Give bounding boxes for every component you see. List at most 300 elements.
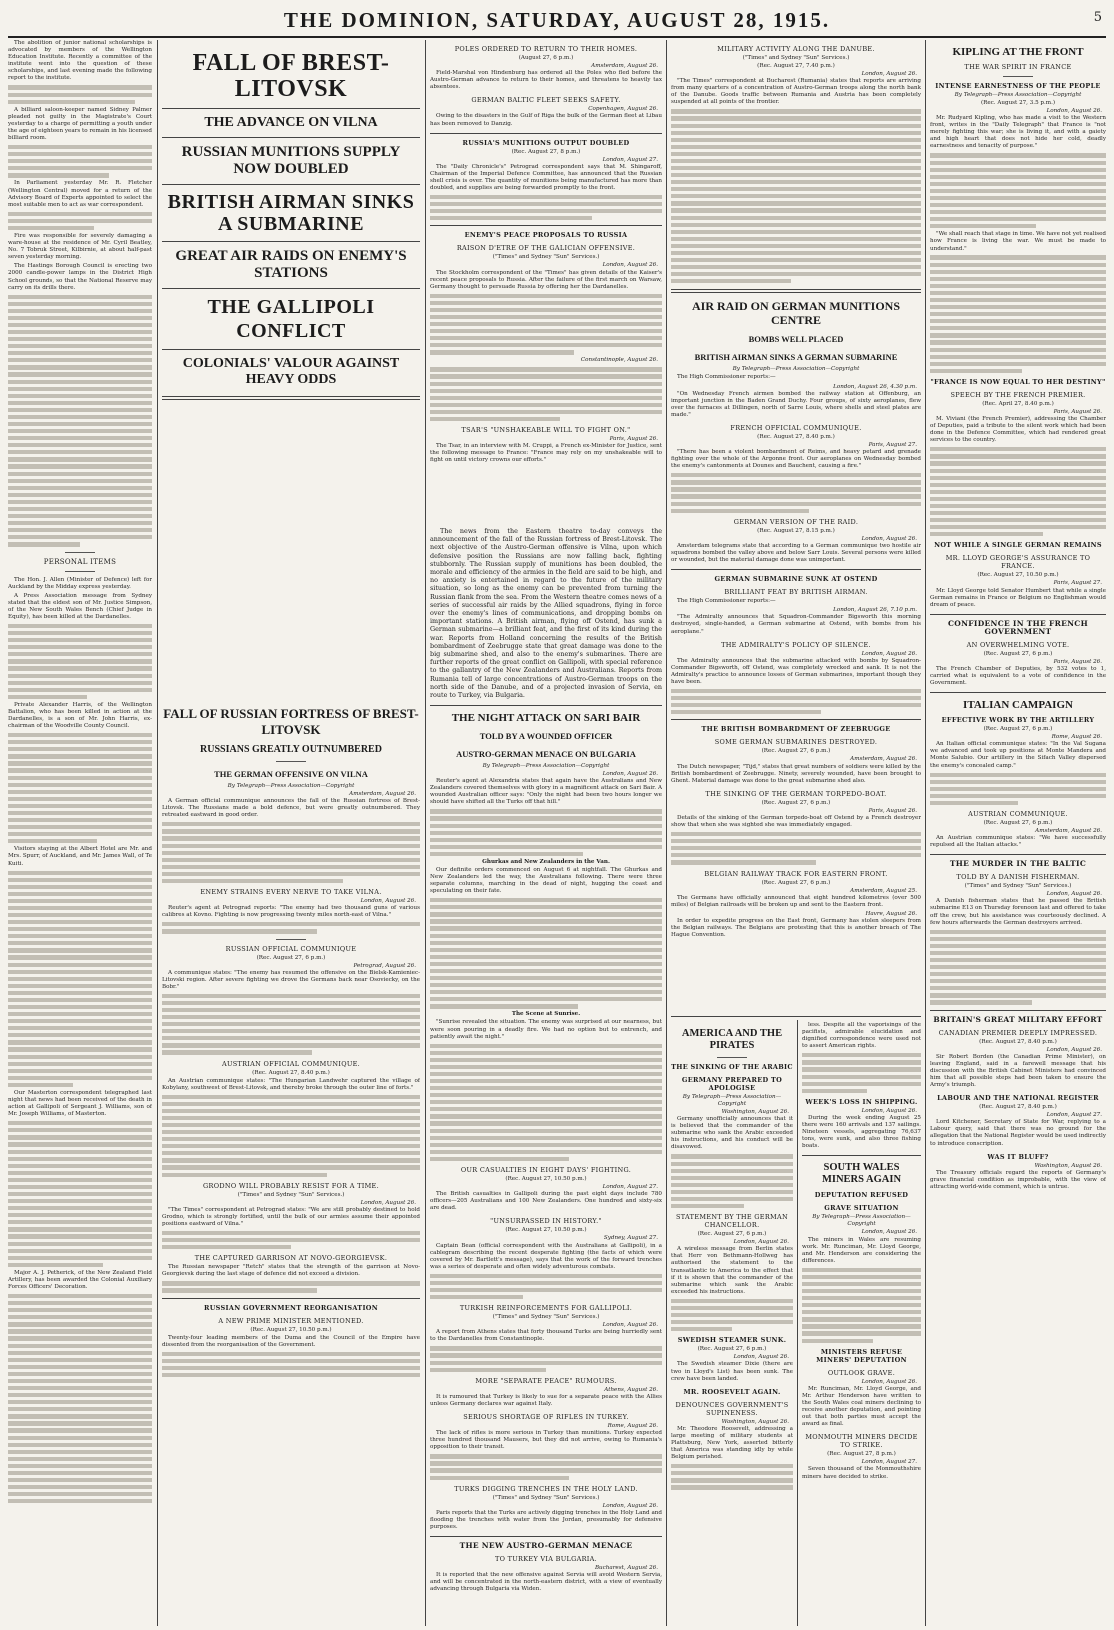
section-heading: MORE "SEPARATE PEACE" RUMOURS. [475,1376,617,1385]
article-body-continued [930,773,1106,806]
dateline: Washington, August 26. [1034,1162,1102,1169]
divider [162,108,420,109]
dateline: London, August 26. [602,262,658,269]
article-body-continued [162,922,420,933]
sub-headline: THE WAR SPIRIT IN FRANCE [964,63,1072,71]
sub-headline: THE GERMAN OFFENSIVE ON VILNA [214,769,368,779]
headline: AMERICA AND THE PIRATES [681,1028,783,1051]
article-body: "We shall reach that stage in time. We have not yet realised how France is living the war. We must be made to understand." [930,231,1106,252]
dateline: Athens, August 26. [604,1386,658,1393]
article-body-continued [802,1053,921,1093]
section-heading: AUSTRIAN COMMUNIQUE. [968,810,1068,819]
section-heading: MONMOUTH MINERS DECIDE TO STRIKE. [805,1433,918,1450]
section-heading: "UNSURPASSED IN HISTORY." [490,1217,602,1226]
article-body: Our definite orders commenced on August 6 at nightfall. The Ghurkas and New Zealanders led the way, the Australians following. There were three separate columns, marching in the dead of night, hugging the coast and speculating on their fate. [430,866,662,895]
article-body-continued [162,994,420,1055]
article-body: The Dutch newspaper, "Tijd," states that great numbers of soldiers were killed by the British bombardment of Zeebrugge. Ninety, severely wounded, have been brought to Ghent. Material damage was done to the great submarine shed also. [671,763,921,784]
column-america [671,1022,793,1626]
receipt-date: (Rec. August 27, 10.50 p.m.) [250,1326,332,1333]
section-heading: RUSSIA'S MUNITIONS OUTPUT DOUBLED [462,138,630,147]
article-body: The French Chamber of Deputies, by 532 votes to 1, carried what is equivalent to a vote of confidence in the Government. [930,665,1106,687]
article-body: The High Commissioner reports:— [677,598,776,605]
column-rule [666,40,667,1626]
section-heading: PERSONAL ITEMS [43,557,117,566]
dateline: London, August 26, 4.30 p.m. [833,383,917,390]
section-heading: THE ADMIRALTY'S POLICY OF SILENCE. [721,640,871,649]
dateline: London, August 26. [360,898,416,905]
article-body-continued [671,1464,793,1489]
dateline: Amsterdam, August 25. [850,887,917,894]
article-body-continued [930,255,1106,372]
divider [1003,76,1033,77]
masthead-title: THE DOMINION, SATURDAY, AUGUST 28, 1915. [283,8,831,32]
column-empire-news [930,40,1106,1626]
section-heading: OUR CASUALTIES IN EIGHT DAYS' FIGHTING. [460,1166,632,1175]
headline: THE GALLIPOLI CONFLICT [207,296,375,342]
dateline: Amsterdam, August 26. [850,756,917,763]
article-body: A Danish fisherman states that he passed the British submarine E13 on Thursday forenoon last and offered to take off the crew, but his assistance was courteously declined. A few hours afterwards the German destroyers arrived. [930,898,1106,926]
article-body-continued [162,1231,420,1249]
receipt-date: (Rec. August 27, 6 p.m.) [761,799,831,806]
article-paragraph: The Hastings Borough Council is erecting two 2000 candle-power lamps in the District High School grounds, so that the National Reserve may carry on its drills there. [8,263,152,291]
divider [802,1155,921,1156]
article-body-continued [162,1095,420,1177]
dateline: Amsterdam, August 26. [591,63,658,69]
divider [65,571,95,572]
masthead [8,4,1106,38]
article-paragraph: The abolition of junior national scholarships is advocated by members of the Wellington Education Institute. Recently a committee of the institute went into the question of these scholarships, and last evening made the following report to the institute. [8,40,152,82]
article-body: less. Despite all the vaporisings of the pacifists, admirable elucidation and dignified correspondence were used not to assert American rights. [802,1022,921,1050]
article-body: Germany unofficially announces that it is believed that the commander of the submarine who sank the Arabic exceeded his instructions, and his conduct will be disavowed. [671,1116,793,1151]
dateline: London, August 26. [861,1229,917,1236]
divider [430,225,662,226]
receipt-date: (Rec. August 27, 6 p.m.) [761,748,831,755]
article-body: Paris reports that the Turks are actively digging trenches in the Holy Land and flooding the trenches with water from the Jordan, presumably for defensive purposes. [430,1509,662,1531]
receipt-date: (Rec. August 27, 6 p.m.) [761,879,831,886]
article-body: The "Daily Chronicle's" Petrograd correspondent says that M. Shingaroff, Chairman of the Imperial Defence Committee, has announced that the Russian shell crisis is over. The quantity of munitions being manufactured has more than doubled, and supplies are being forwarded promptly to the front. [430,163,662,192]
service-line: ("Times" and Sydney "Sun" Services.) [964,883,1072,890]
article-body: An Austrian communique states: "We have successfully repulsed all the Italian attacks." [930,835,1106,849]
article-body: A wireless message from Berlin states that Herr von Bethmann-Hollweg has authorised the statement to the transatlantic to America to the effect that if it is shown that the commander of the submarine which sank the Arabic exceeded his instructions. [671,1246,793,1295]
dateline: Constantinople, August 26. [580,357,658,364]
section-heading: A NEW PRIME MINISTER MENTIONED. [218,1316,364,1325]
column-war-news-upper [430,40,662,520]
column-rule [425,40,426,1626]
column-rule [925,40,926,1626]
dateline: Paris, August 26. [1053,658,1102,665]
service-line: ("Times" and Sydney "Sun" Services.) [237,1191,345,1198]
personal-item: Major A. J. Petherick, of the New Zealand Field Artillery, has been awarded the Colonial Auxiliary Forces Officers' Decoration. [8,1269,152,1291]
receipt-date: (Rec. August 27, 10.50 p.m.) [977,572,1059,579]
dateline: Copenhagen, August 26. [588,106,658,113]
divider [162,137,420,138]
dateline: Paris, August 26. [1053,408,1102,415]
section-heading: NOT WHILE A SINGLE GERMAN REMAINS [934,541,1102,550]
divider [430,705,662,706]
article-body-continued [671,109,921,283]
sub-headline: BRITISH AIRMAN SINKS A GERMAN SUBMARINE [694,352,898,363]
article-body: Amsterdam telegrams state that according to a German communique two hostile air squadrons bombed the valley above and below Sarr Louis. Several persons were killed or wounded, but the material damage done was unimportant. [671,542,921,564]
receipt-date: (Rec. August 27, 6 p.m.) [256,954,326,961]
dateline: London, August 27. [602,1184,658,1191]
section-heading: MR. LLOYD GEORGE'S ASSURANCE TO FRANCE. [945,554,1091,571]
receipt-date: (Rec. August 27, 8 p.m.) [511,148,581,155]
dateline: Amsterdam, August 26. [1035,828,1102,835]
section-heading: BELGIAN RAILWAY TRACK FOR EASTERN FRONT. [704,869,888,878]
headline: KIPLING AT THE FRONT [952,46,1084,58]
article-body: An Austrian communique states: "The Hungarian Landwehr captured the village of Kobylany, southwest of Brest-Litovsk, and thereby broke through the outer line of forts." [162,1077,420,1091]
column-local-news [8,40,152,1626]
lead-paragraph: The news from the Eastern theatre to-day conveys the announcement of the fall of the Russian fortress of Brest-Litovsk. The next objective of the Austro-German offensive is Vilna, upon which defensive position the Russians are now falling back, fighting stubbornly. The Russian supply of munitions has been doubled, the morale and efficiency of the armies in the field are said to be high, and no anxiety is entertained in regard to the future of the military situation, so long as the enemy can be prevented from turning the Russian flank from the sea. From the Western theatre comes news of a series of successful air raids by the Allied squadrons, flying in force over the enemy's lines of communications, and dropping bombs on important stations. A British airman, flying off Ostend, has sunk a German submarine—a brilliant feat, and the first of its kind during the war. Reports from Holland concerning the results of the British bombardment of Zeebrugge state that great damage was done to the big submarine shed, and also to the enemy's submarines. There are further reports of the great conflict on Gallipoli, with special reference to the gallantry of the New Zealanders and Australians. Reports from Rumania tell of large concentrations of Austro-German troops on the north side of the Danube, and of a projected invasion of Servia, en route to Turkey, via Bulgaria. [430,527,662,700]
divider [162,1298,420,1299]
article-body: A communique states: "The enemy has resumed the offensive on the Bielsk-Kamieniec-Litovski region. After severe fighting we drove the Germans back near Osoviecky, on the Bobr." [162,969,420,990]
divider [930,614,1106,615]
article-body: Twenty-four leading members of the Duma and the Council of the Empire have dissented from the reorganisation of the Government. [162,1334,420,1348]
article-body: Reuter's agent at Petrograd reports: "The enemy had two thousand guns of various calibres at Kovno. Fighting is now progressing twenty miles north-east of Vilna." [162,905,420,919]
divider [162,396,420,400]
article-body: "The Times" correspondent at Petrograd states: "We are still probably destined to hold Grodno, which is strongly fortified, until the bulk of our armies assume their appointed positions eastward of Vilna." [162,1206,420,1227]
article-body-continued [430,195,662,220]
receipt-date: (Rec. August 27, 6 p.m.) [697,1231,767,1238]
column-main-news-lower [162,700,420,1626]
section-heading: MILITARY ACTIVITY ALONG THE DANUBE. [717,45,875,53]
receipt-date: (Rec. April 27, 8.40 p.m.) [982,400,1054,407]
article-body: Mr. Theodore Roosevelt, addressing a large meeting of military students at Plattsburg, New York, asserted bitterly that America was standing idly by while Belgium perished. [671,1425,793,1461]
column-gallipoli [430,700,662,1626]
sub-headline: TOLD BY A WOUNDED OFFICER [479,731,613,741]
divider [930,692,1106,693]
section-heading: TURKS DIGGING TRENCHES IN THE HOLY LAND. [454,1484,638,1493]
headline: BRITISH AIRMAN SINKS A SUBMARINE [167,191,415,235]
article-body: Owing to the disasters in the Gulf of Riga the bulk of the German fleet at Libau has been removed to Danzig. [430,113,662,127]
dateline: London, August 26. [1046,1046,1102,1053]
section-heading: POLES ORDERED TO RETURN TO THEIR HOMES. [454,45,638,53]
divider [162,241,420,242]
dateline: Washington, August 26. [721,1109,789,1115]
section-heading: OUTLOOK GRAVE. [827,1368,896,1377]
sub-headline: AUSTRO-GERMAN MENACE ON BULGARIA [456,749,636,759]
divider [671,569,921,570]
credit-line: By Telegraph—Press Association—Copyright [812,1214,911,1228]
article-body-continued [8,733,152,843]
dateline: London, August 26. [861,650,917,657]
article-body-continued [430,898,662,1008]
section-heading: SPEECH BY THE FRENCH PREMIER. [950,390,1086,399]
section-heading: TSAR'S "UNSHAKEABLE WILL TO FIGHT ON." [461,426,631,435]
divider [671,289,921,293]
article-paragraph: Fire was responsible for severely damaging a ware-house at the residence of Mr. Cyril Beatley, No. 7 Tobruk Street, Kilbirnie, at about half-past seven yesterday morning. [8,232,152,261]
headline: ITALIAN CAMPAIGN [963,699,1073,712]
article-body: An Italian official communique states: "In the Val Sugana we advanced and took up positions at Monte Mandera and Monte Salubio. Our artillery in the Sifach Valley dispersed the enemy's concealed camp." [930,741,1106,769]
section-heading: GERMAN SUBMARINE SUNK AT OSTEND [714,575,878,584]
receipt-date: (Rec. August 27, 8.40 p.m.) [979,1038,1057,1045]
dateline: Amsterdam, August 26. [349,791,416,797]
article-body: The lack of rifles is more serious in Turkey than munitions. Turkey expected three hundred thousand Mausers, but they did not arrive, owing to Rumania's opposition to their transit. [430,1430,662,1451]
section-heading: DENOUNCES GOVERNMENT'S SUPINENESS. [675,1400,789,1417]
receipt-date: (Rec. August 27, 8 p.m.) [827,1451,896,1458]
column-rule [157,40,158,1626]
section-heading: STATEMENT BY THE GERMAN CHANCELLOR. [676,1213,788,1230]
personal-item: The Hon. J. Allen (Minister of Defence) left for Auckland by the Midday express yesterday. [8,576,152,590]
sub-headline: THE ADVANCE ON VILNA [204,115,378,130]
article-body: The British casualties in Gallipoli during the past eight days include 780 officers—205 Australians and 100 New Zealanders. One hundred and sixty-six are dead. [430,1191,662,1212]
article-body-continued [430,1044,662,1161]
article-body: Mr. Lloyd George told Senator Humbert that while a single German remains in France or Belgium no Englishman would dream of peace. [930,587,1106,608]
receipt-date: (Rec. August 27, 6 p.m.) [983,650,1053,657]
section-heading: MINISTERS REFUSE MINERS' DEPUTATION [816,1347,907,1364]
dateline: Havre, August 26. [865,910,917,917]
subsection-heading: Ghurkas and New Zealanders in the Van. [482,858,610,865]
section-heading: CANADIAN PREMIER DEEPLY IMPRESSED. [938,1028,1098,1037]
article-body: Seven thousand of the Monmouthshire miners have decided to strike. [802,1466,921,1480]
section-heading: GERMAN BALTIC FLEET SEEKS SAFETY. [471,96,621,105]
dateline: London, August 27. [861,1459,917,1466]
section-heading: ENEMY STRAINS EVERY NERVE TO TAKE VILNA. [200,888,382,897]
article-body-continued [930,153,1106,228]
sub-headline: RUSSIANS GREATLY OUTNUMBERED [200,744,382,755]
article-body-continued [8,1121,152,1267]
section-heading: GERMAN VERSION OF THE RAID. [733,517,859,526]
section-heading: RUSSIAN GOVERNMENT REORGANISATION [204,1303,378,1312]
page-number: 5 [1093,10,1102,25]
main-headline: FALL OF BREST-LITOVSK [192,50,390,102]
divider [930,854,1106,855]
dateline: London, August 26. [1046,891,1102,898]
dateline: London, August 26. [861,535,917,542]
receipt-date: (Rec. August 27, 8.15 p.m.) [757,527,835,534]
divider [671,719,921,720]
dateline: London, August 26, 7.10 p.m. [833,607,917,614]
receipt-date: (Rec. August 27, 6 p.m.) [983,820,1053,827]
divider [276,939,306,940]
article-body: The Swedish steamer Dixie (there are two in Lloyd's List) has been sunk. The crew have been landed. [671,1361,793,1382]
service-line: ("Times" and Sydney "Sun" Services.) [742,55,850,61]
article-body: The Stockholm correspondent of the "Times" has given details of the Kaiser's recent peace proposals to Russia. After the failure of the first march on Warsaw, Germany thought to persuade Russia by offering her the Dardanelles. [430,269,662,290]
article-body: Details of the sinking of the German torpedo-boat off Ostend by a French destroyer show that when she was sighted she was immediately engaged. [671,814,921,829]
article-body-continued [8,212,152,230]
service-line: ("Times" and Sydney "Sun" Services.) [492,1494,600,1501]
divider [162,184,420,185]
sub-headline: INTENSE EARNESTNESS OF THE PEOPLE [935,82,1101,90]
credit-line: By Telegraph—Press Association—Copyright [482,763,610,769]
section-heading: LABOUR AND THE NATIONAL REGISTER [937,1094,1099,1103]
section-heading: MR. ROOSEVELT AGAIN. [683,1387,781,1396]
dateline: London, August 26. [861,1378,917,1385]
section-heading: FRENCH OFFICIAL COMMUNIQUE. [730,423,862,432]
divider [65,552,95,553]
dateline: London, August 26. [602,1502,658,1509]
article-body-continued [162,1281,420,1292]
receipt-date: (Rec. August 27, 6 p.m.) [697,1346,767,1353]
article-body-continued [8,624,152,699]
headline: SOUTH WALES MINERS AGAIN [821,1162,902,1186]
personal-item: A Press Association message from Sydney stated that the eldest son of Mr. Justice Simpson, of the New South Wales Bench (Chief Judge in Equity), has been killed at the Dardanelles. [8,592,152,620]
dateline: London, August 26. [861,71,917,77]
column-air-naval-news [671,40,921,1010]
dateline: Paris, August 26. [868,807,917,814]
section-heading: ENEMY'S PEACE PROPOSALS TO RUSSIA [464,231,628,240]
sub-headline: BOMBS WELL PLACED [748,334,844,345]
article-body-continued [430,1274,662,1299]
receipt-date: (Rec. August 27, 10.50 p.m.) [505,1176,587,1183]
dateline: London, August 26. [602,771,658,777]
section-heading: RUSSIAN OFFICIAL COMMUNIQUE [225,944,357,953]
section-heading: AUSTRIAN OFFICIAL COMMUNIQUE. [221,1059,361,1068]
article-body: The Germans have officially announced that eight hundred kilometres (over 500 miles) of Belgian railroads will be broken up and sent to the Eastern front. [671,894,921,908]
dateline: London, August 27. [602,156,658,163]
article-body: "There has been a violent bombardment of Reims, and heavy petard and grenade fighting over the whole of the Argonne front. Our aeroplanes on Wednesday bombed the enemy's cantonments at Dounes and Bauchent, causing a fire." [671,449,921,470]
article-body-continued [930,447,1106,536]
article-body: During the week ending August 25 there were 160 arrivals and 137 sailings. Nineteen vessels, aggregating 76,637 tons, were sunk, and also three fishing boats. [802,1114,921,1150]
article-paragraph: In Parliament yesterday Mr. R. Fletcher (Wellington Central) moved for a return of the Advisory Board of Experts appointed to select the most suitable men to act as war correspondent. [8,180,152,208]
article-body: The Tsar, in an interview with M. Cruppi, a French ex-Minister for Justice, sent the following message to France: "France may rely on my unshakeable will to fight on until victory crowns our efforts." [430,443,662,464]
section-heading: THE BRITISH BOMBARDMENT OF ZEEBRUGGE [701,725,891,734]
article-body-continued [671,1299,793,1332]
article-body: Mr. Runciman, Mr. Lloyd George, and Mr. Arthur Henderson have written to the South Wales coal miners declining to receive another deputation, and pointing out that both parties must accept the award as final. [802,1385,921,1428]
sub-headline: EFFECTIVE WORK BY THE ARTILLERY [941,716,1095,725]
article-body-continued [162,822,420,883]
article-body-continued [162,1352,420,1377]
receipt-date: (Rec. August 27, 8.40 p.m.) [757,433,835,440]
receipt-date: (Rec. August 27, 3.5 p.m.) [980,100,1056,106]
article-body: In order to expedite progress on the East front, Germany has stolen sleepers from the Belgian railways. The Belgians are protesting that this is another breach of The Hague Convention. [671,917,921,939]
section-heading: SOME GERMAN SUBMARINES DESTROYED. [714,738,878,747]
article-body: A report from Athens states that forty thousand Turks are being hurriedly sent to the Dardanelles from Constantinople. [430,1329,662,1343]
dateline: Paris, August 27. [868,441,917,448]
subsection-heading: The Scene at Sunrise. [511,1011,581,1018]
article-body: The miners in Wales are resuming work. Mr. Runciman, Mr. Lloyd George, and Mr. Henderson are considering the differences. [802,1236,921,1264]
dateline: London, August 26. [861,1107,917,1114]
article-body: A German official communique announces the fall of the Russian fortress of Brest-Litovsk. The Russians made a bold defence, but were greatly outnumbered. They retreated eastward in good order. [162,798,420,819]
section-heading: TO TURKEY VIA BULGARIA. [495,1555,597,1564]
divider [430,133,662,134]
article-body-continued [671,832,921,865]
personal-item: Private Alexander Harris, of the Wellington Battalion, who has been killed in action at the Dardanelles, is a son of Mr. John Harris, ex-chairman of the Woodville County Council. [8,701,152,730]
section-heading: TOLD BY A DANISH FISHERMAN. [956,873,1080,882]
dateline: Washington, August 26. [721,1418,789,1425]
article-body-continued [430,809,662,856]
article-body-continued [430,367,662,421]
divider [717,1057,747,1058]
article-body-continued [8,295,152,547]
sub-headline: GRAVE SITUATION [824,1204,899,1213]
dateline: London, August 26. [602,1322,658,1329]
section-heading: CONFIDENCE IN THE FRENCH GOVERNMENT [948,618,1088,636]
dateline: Bucharest, August 26. [594,1565,658,1572]
divider [276,761,306,762]
article-body: The Admiralty announces that the submarine attacked with bombs by Squadron-Commander Bigsworth, off Ostend, was completely wrecked and sank. It is not the Admiralty's practice to announce losses of German submarines, important though they have been. [671,657,921,686]
section-heading: THE NEW AUSTRO-GERMAN MENACE [459,1541,633,1551]
sub-headline: COLONIALS' VALOUR AGAINST HEAVY ODDS [182,356,400,387]
section-heading: SERIOUS SHORTAGE OF RIFLES IN TURKEY. [463,1413,629,1422]
article-body-continued [8,871,152,1088]
article-body: Mr. Rudyard Kipling, who has made a visit to the Western front, writes in the "Daily Telegraph" that France is "not merely fighting this war; she is living it, and with a gaiety and high heart that does not hide her cold, deadly earnestness and tenacity of purpose." [930,115,1106,150]
article-body-continued [430,1346,662,1371]
column-rule [797,1020,798,1626]
article-body: The Treasury officials regard the reports of Germany's grave financial condition as improbable, with the view of attracting world-wide comment, which is untrue. [930,1169,1106,1190]
receipt-date: (Rec. August 27, 10.50 p.m.) [505,1227,587,1234]
article-paragraph: A billiard saloon-keeper named Sidney Palmer pleaded not guilty in the Magistrate's Court yesterday to a charge of permitting a youth under the age of eighteen years to remain in his licensed billiard room. [8,106,152,142]
article-body-continued [430,294,662,355]
receipt-date: (August 27, 6 p.m.) [518,55,574,61]
article-body: M. Viviani (the French Premier), addressing the Chamber of Deputies, paid a tribute to the silent work which had been done in the Defence Committee, which had rendered great services to the country. [930,416,1106,444]
dateline: Paris, August 26. [609,436,658,443]
divider [671,1016,921,1017]
article-body-continued [8,1294,152,1503]
section-heading: BRITAIN'S GREAT MILITARY EFFORT [933,1014,1103,1024]
dateline: London, August 26. [360,1199,416,1206]
article-body-continued [8,85,152,103]
article-body-continued [671,473,921,513]
article-body-continued [8,145,152,178]
receipt-date: (Rec. August 27, 6 p.m.) [983,726,1053,733]
sub-headline: THE SINKING OF THE ARABIC [671,1063,793,1071]
article-body-continued [430,1454,662,1479]
article-body: The Russian newspaper "Retch" states that the strength of the garrison at Novo-Georgievsk during the last stage of defence did not exceed a division. [162,1264,420,1278]
divider [930,1010,1106,1011]
dateline: Paris, August 27. [1053,580,1102,587]
personal-item: Visitors staying at the Albert Hotel are Mr. and Mrs. Spurr, of Auckland, and Mr. James Wall, of Te Kuiti. [8,846,152,867]
section-heading: THE MURDER IN THE BALTIC [949,859,1087,869]
article-body: It is rumoured that Turkey is likely to sue for a separate peace with the Allies unless Germany declares war against Italy. [430,1393,662,1407]
dateline: Petrograd, August 26. [353,962,416,969]
dateline: London, August 26. [1046,108,1102,114]
section-heading: THE CAPTURED GARRISON AT NOVO-GEORGIEVSK. [194,1254,388,1263]
section-heading: WEEK'S LOSS IN SHIPPING. [805,1097,918,1106]
section-heading: SWEDISH STEAMER SUNK. [677,1336,787,1345]
column-miners [802,1022,921,1626]
dateline: London, August 27. [1046,1112,1102,1119]
section-heading: BRILLIANT FEAT BY BRITISH AIRMAN. [724,588,868,597]
article-body: Captain Bean (official correspondent with the Australians at Gallipoli), in a cablegram describing the recent desperate fighting (the facts of which were covered by Mr. Bartlett's message), says that the work of the forward trenches was a series of desperate and often widely adventurous combats. [430,1242,662,1270]
dateline: London, August 26. [733,1354,789,1361]
article-body-continued [671,1154,793,1208]
section-heading: GRODNO WILL PROBABLY RESIST FOR A TIME. [203,1181,379,1190]
personal-item: Our Masterton correspondent telegraphed last night that news had been received of the death in action at Gallipoli of Sergeant J. Williams, son of Mr. Joseph Williams, of Masterton. [8,1089,152,1118]
article-body-continued [930,930,1106,1005]
article-body: Reuter's agent at Alexandria states that again have the Australians and New Zealanders covered themselves with glory in a magnificent attack on Sari Bair. A wounded Australian officer says: "Only the night had been two hours longer we should have shifted all the Turks off that hill." [430,778,662,806]
service-line: ("Times" and Sydney "Sun" Services.) [492,254,600,261]
article-body: Sir Robert Borden (the Canadian Prime Minister), on leaving England, said in a farewell message that his discussion with the British Cabinet Ministers had convinced him that all possible steps had been taken to ensure the Army's triumph. [930,1053,1106,1089]
section-heading: TURKISH REINFORCEMENTS FOR GALLIPOLI. [459,1304,633,1313]
article-body: Field-Marshal von Hindenburg has ordered all the Poles who fled before the Austro-German advance to return to their homes, and threatens to heavily tax absentees. [430,70,662,91]
dateline: Rome, August 26. [1051,734,1102,741]
section-heading: AN OVERWHELMING VOTE. [966,640,1070,649]
dateline: Sydney, August 27. [603,1235,658,1242]
article-body: "On Wednesday French airmen bombed the railway station at Offenburg, an important junction in the Baden Grand Duchy. Four groups, of sixty aeroplanes, flew over the furnaces at Dillingen, north of Sarre Louis, where shells and steel plates are made." [671,390,921,418]
headline: THE NIGHT ATTACK ON SARI BAIR [451,712,641,724]
sub-headline: RUSSIAN MUNITIONS SUPPLY NOW DOUBLED [181,144,401,177]
section-heading: WAS IT BLUFF? [987,1152,1049,1161]
sub-headline: GREAT AIR RAIDS ON ENEMY'S STATIONS [175,248,407,281]
article-body: "Sunrise revealed the situation. The enemy was surprised at our nearness, but were soon pouring in a deadly fire. We had no option but to entrench, and patiently await the night." [430,1019,662,1040]
headline: AIR RAID ON GERMAN MUNITIONS CENTRE [691,299,900,328]
dateline: Rome, August 26. [607,1423,658,1430]
credit-line: By Telegraph—Press Association—Copyright [954,92,1082,98]
divider [162,288,420,289]
divider [162,349,420,350]
section-heading: "FRANCE IS NOW EQUAL TO HER DESTINY" [930,377,1106,386]
service-line: ("Times" and Sydney "Sun" Services.) [492,1314,600,1321]
article-body-continued [802,1268,921,1343]
divider [430,1536,662,1537]
article-body: "The Admiralty announces that Squadron-Commander Bigsworth this morning destroyed, single-handed, a German submarine at Ostend, with bombs from his aeroplane." [671,614,921,635]
article-body: It is reported that the new offensive against Servia will avoid Western Servia, and will be concentrated in the north-eastern district, with a view of eventually advancing through Bulgaria via Widen. [430,1572,662,1593]
receipt-date: (Rec. August 27, 8.40 p.m.) [252,1069,330,1076]
headline: FALL OF RUSSIAN FORTRESS OF BREST-LITOVSK [163,706,419,737]
article-body-continued [671,689,921,714]
article-body: Lord Kitchener, Secretary of State for War, replying to a Labour query, said that there was no ground for the allegation that the National Register would be used indirectly to introduce conscription. [930,1119,1106,1147]
